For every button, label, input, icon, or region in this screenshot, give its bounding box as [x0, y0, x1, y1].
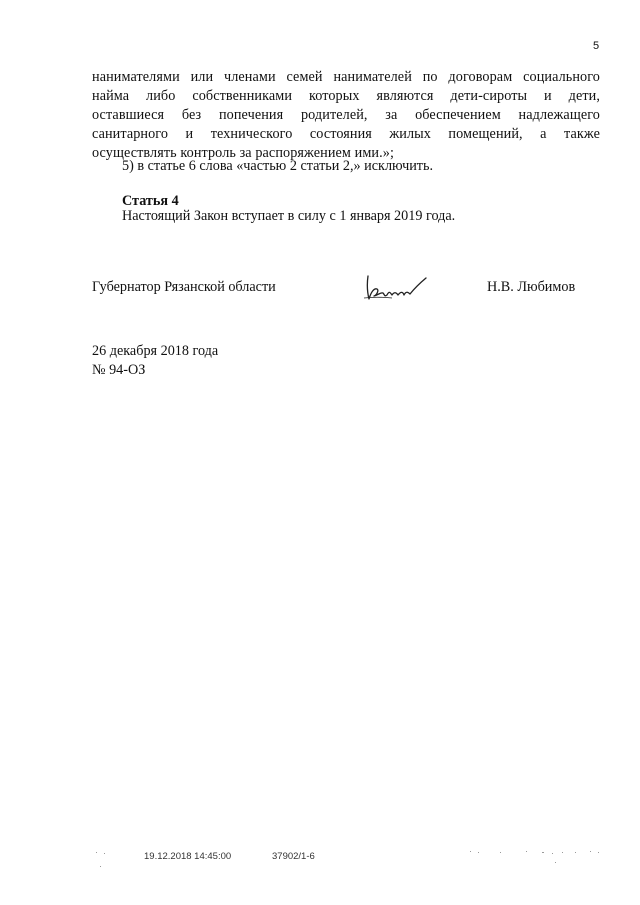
document-number: № 94-ОЗ [92, 362, 146, 378]
paragraph-line: оставшиеся без попечения родителей, за обеспечением надлежащего [92, 107, 600, 123]
scan-specks [0, 840, 640, 880]
page-number: 5 [593, 40, 600, 52]
paragraph-line: найма либо собственниками которых являются дети-сироты и дети, [92, 88, 600, 104]
footer-datetime: 19.12.2018 14:45:00 [144, 851, 232, 862]
handwritten-signature [362, 268, 437, 302]
continued-paragraph [92, 68, 600, 163]
paragraph-line: санитарного и технического состояния жилых помещений, а также [92, 126, 600, 142]
footer-document-id: 37902/1-6 [272, 851, 315, 862]
paragraph-line: нанимателями или членами семей нанимателей по договорам социального [92, 69, 600, 85]
article-body: Настоящий Закон вступает в силу с 1 января 2019 года. [122, 208, 456, 224]
signatory-role: Губернатор Рязанской области [92, 279, 276, 295]
document-date: 26 декабря 2018 года [92, 343, 219, 359]
signatory-name: Н.В. Любимов [487, 279, 576, 295]
paragraph-line: осуществлять контроль за распоряжением ими.»; [92, 145, 394, 161]
article-title: Статья 4 [122, 193, 179, 209]
list-item-5: 5) в статье 6 слова «частью 2 статьи 2,» исключить. [122, 158, 434, 174]
